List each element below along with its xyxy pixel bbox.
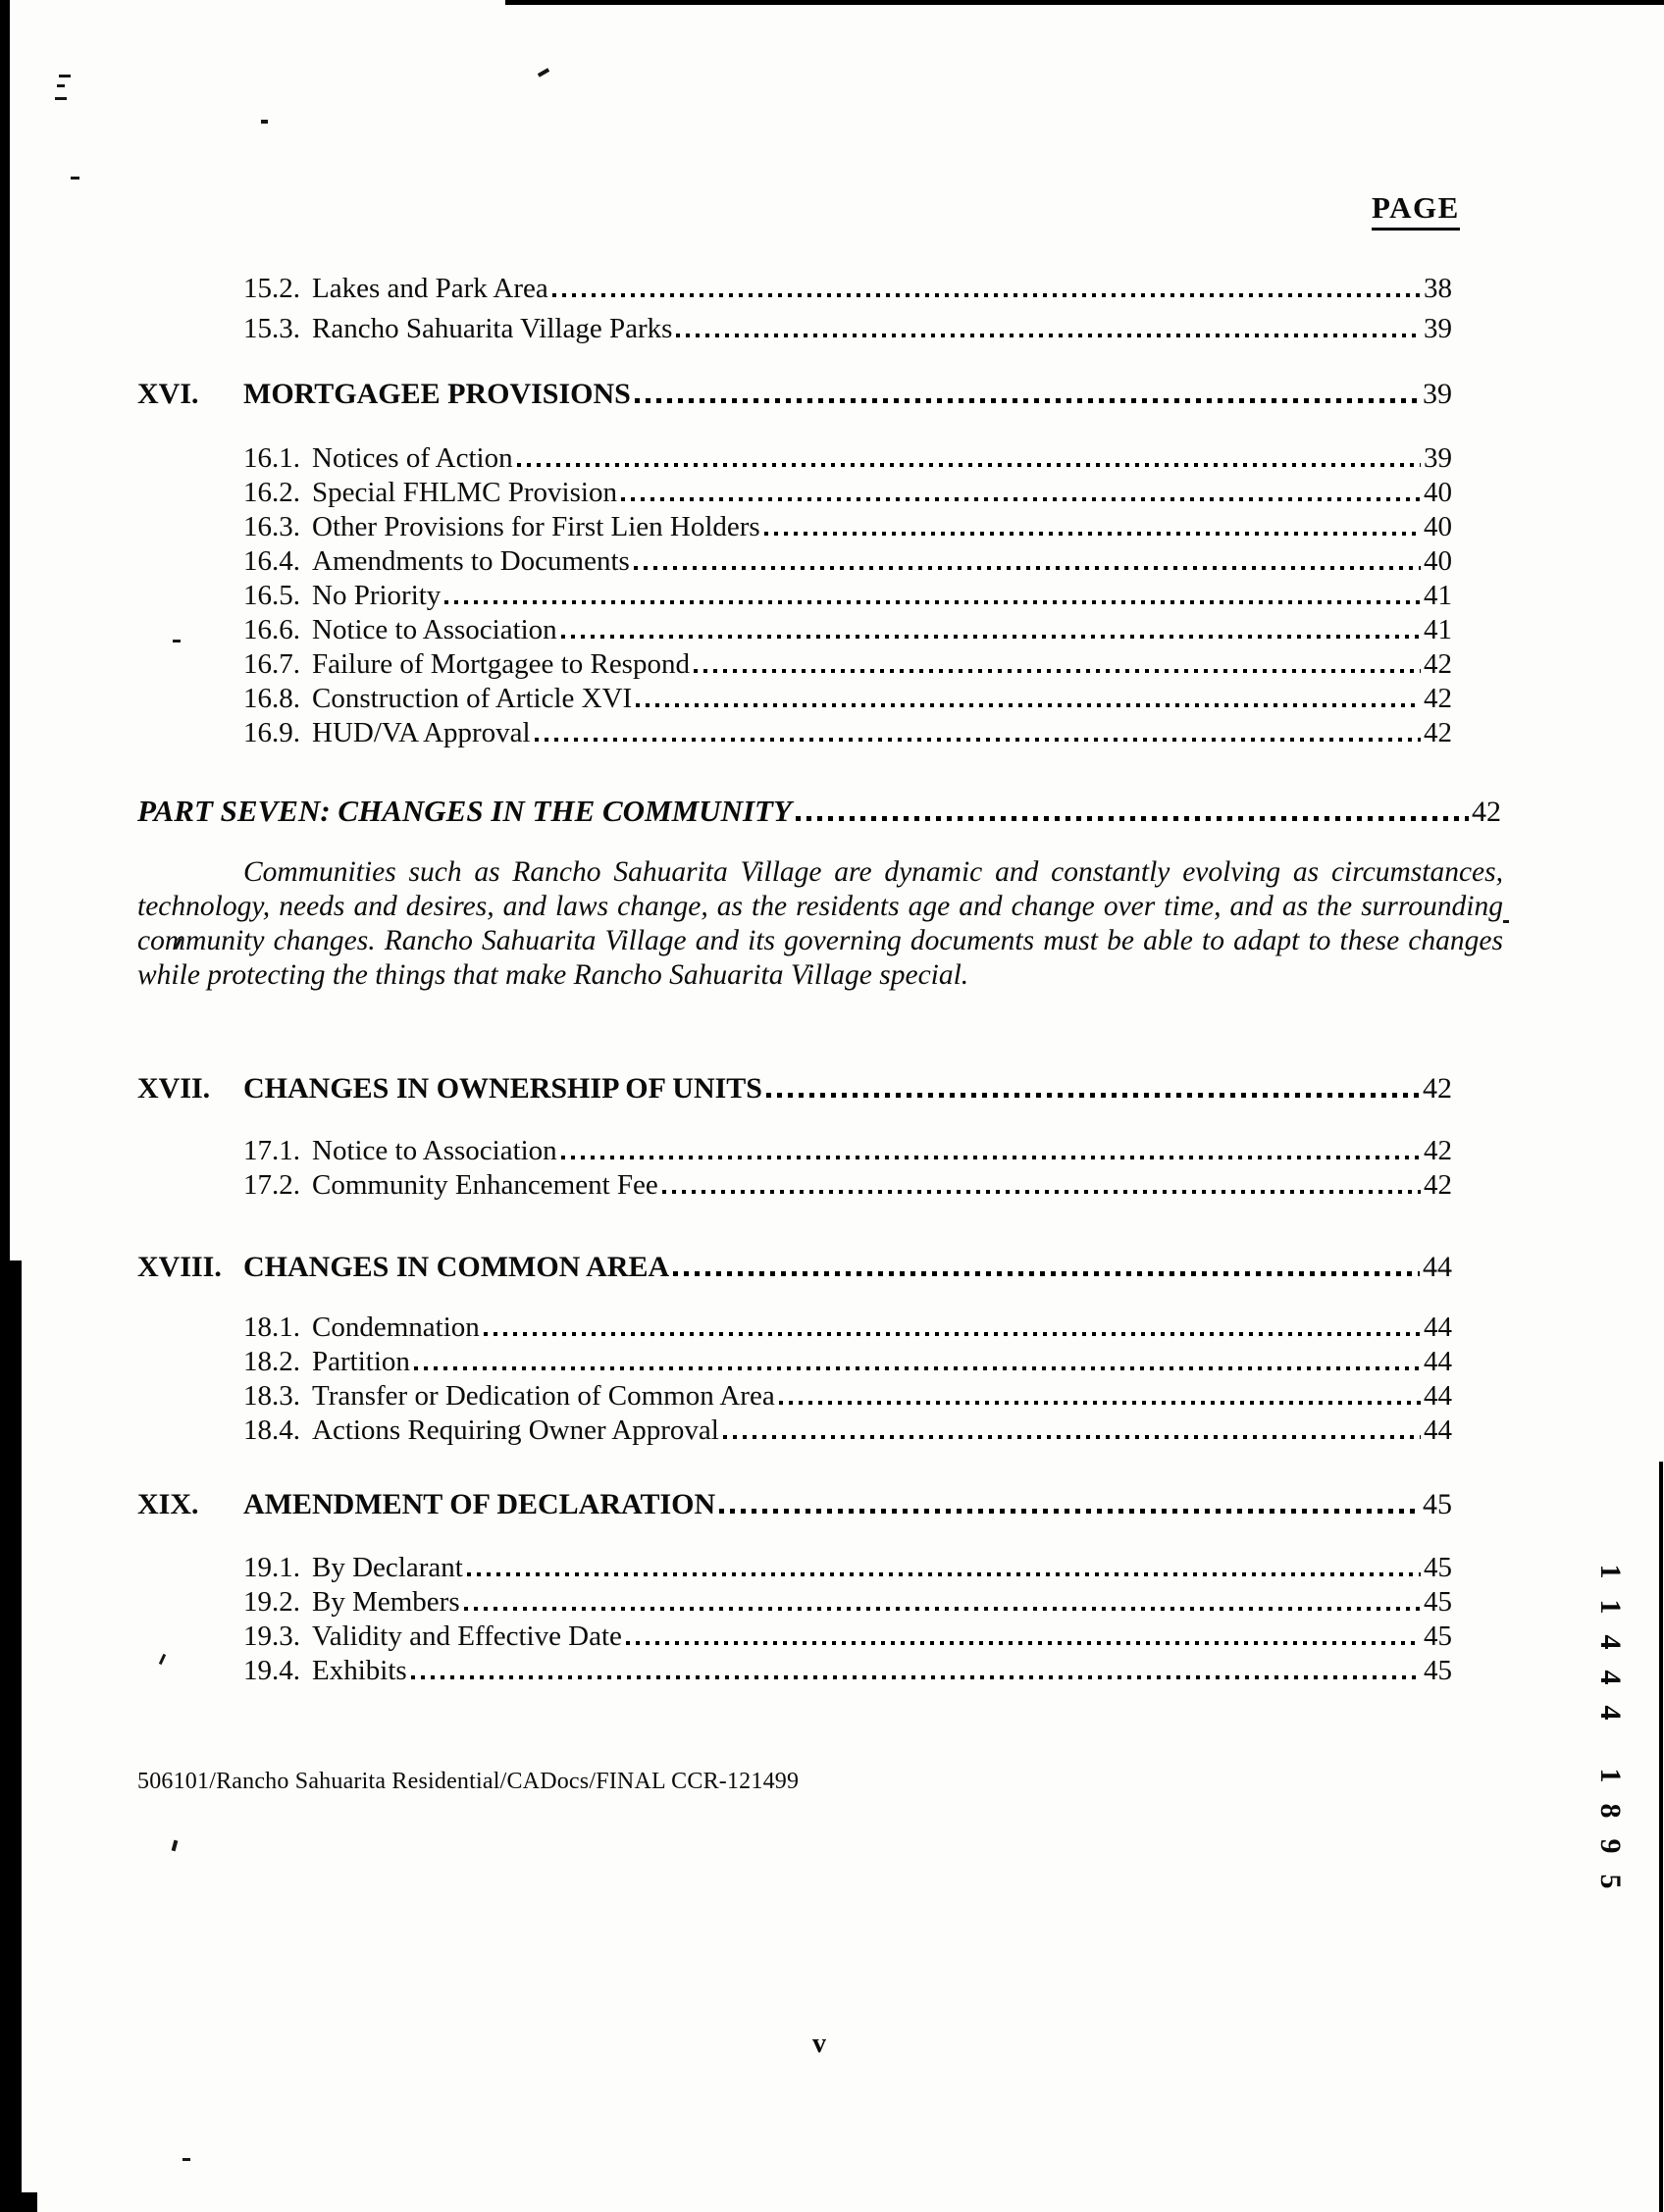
toc-article-18 bbox=[137, 1244, 1452, 1284]
toc-entry bbox=[137, 305, 1452, 345]
toc-leader-dots bbox=[444, 600, 1421, 604]
toc-leader-dots bbox=[517, 463, 1421, 467]
toc-entry-title: Transfer or Dedication of Common Area bbox=[312, 1380, 775, 1412]
scan-speckle bbox=[55, 97, 67, 100]
toc-entry-page: 45 bbox=[1424, 1586, 1452, 1618]
scan-edge-corner bbox=[0, 2192, 37, 2212]
toc-leader-dots bbox=[411, 1675, 1421, 1679]
toc-article-page: 39 bbox=[1423, 378, 1452, 410]
toc-entry bbox=[137, 1133, 1452, 1167]
toc-entry-number: 16.4. bbox=[243, 545, 300, 577]
toc-leader-dots bbox=[561, 1156, 1421, 1159]
toc-entry-page: 39 bbox=[1424, 313, 1452, 344]
toc-leader-dots bbox=[636, 703, 1421, 707]
toc-entry-title: Rancho Sahuarita Village Parks bbox=[312, 313, 673, 344]
toc-entry-page: 45 bbox=[1424, 1552, 1452, 1583]
toc-article-heading bbox=[137, 1065, 1452, 1106]
toc-article-heading bbox=[137, 1481, 1452, 1521]
toc-entry-number: 16.9. bbox=[243, 717, 300, 748]
document-footer-id: 506101/Rancho Sahuarita Residential/CADocs/FINAL CCR-121499 bbox=[137, 1769, 800, 1794]
toc-leader-dots bbox=[634, 566, 1421, 570]
toc-article-page: 45 bbox=[1423, 1488, 1452, 1520]
toc-entry-number: 18.2. bbox=[243, 1346, 300, 1377]
toc-article-heading bbox=[137, 1244, 1452, 1284]
toc-leader-dots bbox=[414, 1366, 1421, 1370]
toc-entry-page: 45 bbox=[1424, 1655, 1452, 1686]
toc-entry-page: 40 bbox=[1424, 545, 1452, 577]
toc-entry bbox=[137, 646, 1452, 681]
toc-entry-title: Notice to Association bbox=[312, 1135, 557, 1166]
stamp-digit: 4 bbox=[1594, 1705, 1627, 1721]
scan-edge-left bbox=[0, 0, 10, 1260]
toc-entry-number: 16.3. bbox=[243, 511, 300, 542]
toc-entry-number: 17.1. bbox=[243, 1135, 300, 1166]
toc-article-19 bbox=[137, 1481, 1452, 1521]
toc-entry bbox=[137, 1344, 1452, 1378]
stamp-digit: 8 bbox=[1594, 1803, 1627, 1819]
toc-leader-dots bbox=[694, 669, 1421, 673]
toc-entry bbox=[137, 1378, 1452, 1413]
toc-entry-title: Construction of Article XVI bbox=[312, 683, 633, 714]
toc-article-page: 44 bbox=[1423, 1251, 1452, 1283]
toc-article-number: XVII. bbox=[137, 1072, 211, 1105]
toc-entry-number: 15.3. bbox=[243, 313, 300, 344]
toc-entry-page: 40 bbox=[1424, 511, 1452, 542]
toc-entry-number: 18.3. bbox=[243, 1380, 300, 1412]
toc-entry-number: 19.4. bbox=[243, 1655, 300, 1686]
toc-entry-page: 41 bbox=[1424, 614, 1452, 645]
toc-entry-page: 42 bbox=[1424, 683, 1452, 714]
scan-speckle bbox=[538, 68, 549, 77]
toc-entry-title: Condemnation bbox=[312, 1312, 480, 1343]
toc-entry-number: 16.1. bbox=[243, 442, 300, 474]
intro-paragraph: Communities such as Rancho Sahuarita Village are dynamic and constantly evolving as circumstances, technology, needs and desires, and laws change, as the residents age and change over time, and as the surrounding community changes. Rancho Sahuarita Village and its governing documents must be able to adapt to these changes while protecting the things that make Rancho Sahuarita Village special. bbox=[137, 856, 1503, 991]
toc-article-page: 42 bbox=[1423, 1072, 1452, 1105]
toc-section-15 bbox=[137, 265, 1452, 345]
toc-entry-title: Partition bbox=[312, 1346, 410, 1377]
toc-entry-page: 42 bbox=[1424, 1135, 1452, 1166]
toc-entry-title: Special FHLMC Provision bbox=[312, 477, 617, 508]
toc-entry bbox=[137, 1167, 1452, 1202]
toc-entry bbox=[137, 509, 1452, 543]
page-column-header: PAGE bbox=[1372, 190, 1460, 231]
toc-entry-number: 16.2. bbox=[243, 477, 300, 508]
toc-article-heading bbox=[137, 371, 1452, 411]
toc-entry-title: Notices of Action bbox=[312, 442, 513, 474]
toc-entry-page: 44 bbox=[1424, 1380, 1452, 1412]
toc-entry-page: 42 bbox=[1424, 648, 1452, 680]
stamp-digit: 5 bbox=[1594, 1874, 1627, 1889]
toc-leader-dots bbox=[676, 334, 1421, 337]
toc-entry-title: HUD/VA Approval bbox=[312, 717, 531, 748]
toc-entry bbox=[137, 1653, 1452, 1687]
toc-entry-title: Lakes and Park Area bbox=[312, 273, 548, 304]
toc-article-number: XVIII. bbox=[137, 1251, 222, 1283]
scan-speckle bbox=[57, 84, 65, 87]
toc-entry-page: 40 bbox=[1424, 477, 1452, 508]
toc-entry-title: No Priority bbox=[312, 580, 442, 611]
toc-entry-page: 39 bbox=[1424, 442, 1452, 474]
toc-entry-number: 15.2. bbox=[243, 273, 300, 304]
toc-entry-number: 18.4. bbox=[243, 1415, 300, 1446]
toc-entry bbox=[137, 1619, 1452, 1653]
toc-entry-number: 19.1. bbox=[243, 1552, 300, 1583]
toc-leader-dots bbox=[796, 816, 1469, 821]
stamp-digit: 1 bbox=[1594, 1564, 1627, 1579]
scan-edge-right bbox=[1659, 1462, 1663, 2212]
toc-entry-title: By Members bbox=[312, 1586, 460, 1618]
toc-entry-number: 16.6. bbox=[243, 614, 300, 645]
toc-entry-number: 18.1. bbox=[243, 1312, 300, 1343]
toc-part-title: PART SEVEN: CHANGES IN THE COMMUNITY bbox=[137, 794, 792, 828]
toc-leader-dots bbox=[662, 1190, 1421, 1194]
stamp-digit: 1 bbox=[1594, 1768, 1627, 1783]
toc-entry bbox=[137, 612, 1452, 646]
toc-leader-dots bbox=[779, 1401, 1421, 1405]
toc-entry bbox=[137, 1550, 1452, 1584]
toc-entry bbox=[137, 1413, 1452, 1447]
toc-leader-dots bbox=[766, 1093, 1420, 1098]
toc-leader-dots bbox=[552, 293, 1421, 297]
toc-entry-page: 44 bbox=[1424, 1415, 1452, 1446]
scan-speckle bbox=[261, 120, 268, 124]
toc-entry-number: 17.2. bbox=[243, 1169, 300, 1201]
scan-speckle bbox=[71, 177, 79, 180]
toc-section-16 bbox=[137, 440, 1452, 749]
toc-entry-page: 44 bbox=[1424, 1312, 1452, 1343]
scan-edge-top bbox=[505, 0, 1664, 5]
toc-entry-page: 44 bbox=[1424, 1346, 1452, 1377]
toc-leader-dots bbox=[535, 738, 1421, 742]
toc-entry-title: Validity and Effective Date bbox=[312, 1620, 622, 1652]
toc-article-title: CHANGES IN OWNERSHIP OF UNITS bbox=[243, 1072, 762, 1105]
toc-entry-number: 19.3. bbox=[243, 1620, 300, 1652]
toc-entry bbox=[137, 265, 1452, 305]
toc-entry-title: Notice to Association bbox=[312, 614, 557, 645]
folio-page-number: v bbox=[812, 2029, 826, 2059]
toc-leader-dots bbox=[467, 1572, 1421, 1576]
toc-entry-title: Exhibits bbox=[312, 1655, 407, 1686]
toc-leader-dots bbox=[635, 398, 1420, 403]
stamp-digit: 4 bbox=[1594, 1670, 1627, 1685]
stamp-digit: 4 bbox=[1594, 1634, 1627, 1650]
toc-leader-dots bbox=[673, 1271, 1420, 1276]
toc-entry bbox=[137, 681, 1452, 715]
scan-edge-left-lower bbox=[0, 1260, 22, 2212]
toc-entry-page: 42 bbox=[1424, 717, 1452, 748]
toc-leader-dots bbox=[484, 1332, 1421, 1336]
toc-article-16 bbox=[137, 371, 1452, 411]
toc-entry-title: Failure of Mortgagee to Respond bbox=[312, 648, 690, 680]
toc-entry bbox=[137, 475, 1452, 509]
toc-entry bbox=[137, 440, 1452, 475]
toc-leader-dots bbox=[719, 1509, 1420, 1514]
toc-entry-title: By Declarant bbox=[312, 1552, 463, 1583]
toc-leader-dots bbox=[561, 635, 1421, 639]
toc-entry-title: Community Enhancement Fee bbox=[312, 1169, 658, 1201]
toc-leader-dots bbox=[626, 1641, 1421, 1645]
toc-leader-dots bbox=[764, 532, 1421, 536]
toc-entry-page: 45 bbox=[1424, 1620, 1452, 1652]
toc-leader-dots bbox=[621, 497, 1421, 501]
toc-entry-number: 16.5. bbox=[243, 580, 300, 611]
toc-entry-title: Other Provisions for First Lien Holders bbox=[312, 511, 760, 542]
toc-entry-title: Actions Requiring Owner Approval bbox=[312, 1415, 719, 1446]
scan-speckle bbox=[1503, 920, 1509, 923]
toc-part-heading bbox=[137, 785, 1501, 829]
toc-article-title: CHANGES IN COMMON AREA bbox=[243, 1251, 670, 1283]
scan-speckle bbox=[182, 2158, 190, 2161]
toc-leader-dots bbox=[464, 1607, 1421, 1611]
stamp-digit: 1 bbox=[1594, 1599, 1627, 1615]
toc-entry-page: 42 bbox=[1424, 1169, 1452, 1201]
margin-stamp-group-2 bbox=[1593, 1758, 1627, 1899]
toc-entry bbox=[137, 1310, 1452, 1344]
toc-entry-title: Amendments to Documents bbox=[312, 545, 630, 577]
toc-entry-number: 16.7. bbox=[243, 648, 300, 680]
toc-entry-number: 16.8. bbox=[243, 683, 300, 714]
toc-article-number: XVI. bbox=[137, 378, 199, 410]
toc-section-19 bbox=[137, 1550, 1452, 1687]
toc-article-title: AMENDMENT OF DECLARATION bbox=[243, 1488, 716, 1520]
toc-article-17 bbox=[137, 1065, 1452, 1106]
toc-entry-number: 19.2. bbox=[243, 1586, 300, 1618]
toc-part-page: 42 bbox=[1472, 796, 1501, 828]
toc-entry bbox=[137, 715, 1452, 749]
scan-speckle bbox=[59, 75, 71, 77]
toc-article-title: MORTGAGEE PROVISIONS bbox=[243, 378, 631, 410]
toc-entry bbox=[137, 543, 1452, 578]
toc-section-17 bbox=[137, 1133, 1452, 1202]
toc-entry-page: 38 bbox=[1424, 273, 1452, 304]
toc-section-18 bbox=[137, 1310, 1452, 1447]
stamp-digit: 9 bbox=[1594, 1838, 1627, 1854]
scan-speckle bbox=[172, 1840, 179, 1852]
toc-entry bbox=[137, 578, 1452, 612]
toc-entry-page: 41 bbox=[1424, 580, 1452, 611]
toc-leader-dots bbox=[723, 1435, 1421, 1439]
margin-stamp-group-1 bbox=[1593, 1554, 1627, 1730]
toc-article-number: XIX. bbox=[137, 1488, 199, 1520]
toc-entry bbox=[137, 1584, 1452, 1619]
